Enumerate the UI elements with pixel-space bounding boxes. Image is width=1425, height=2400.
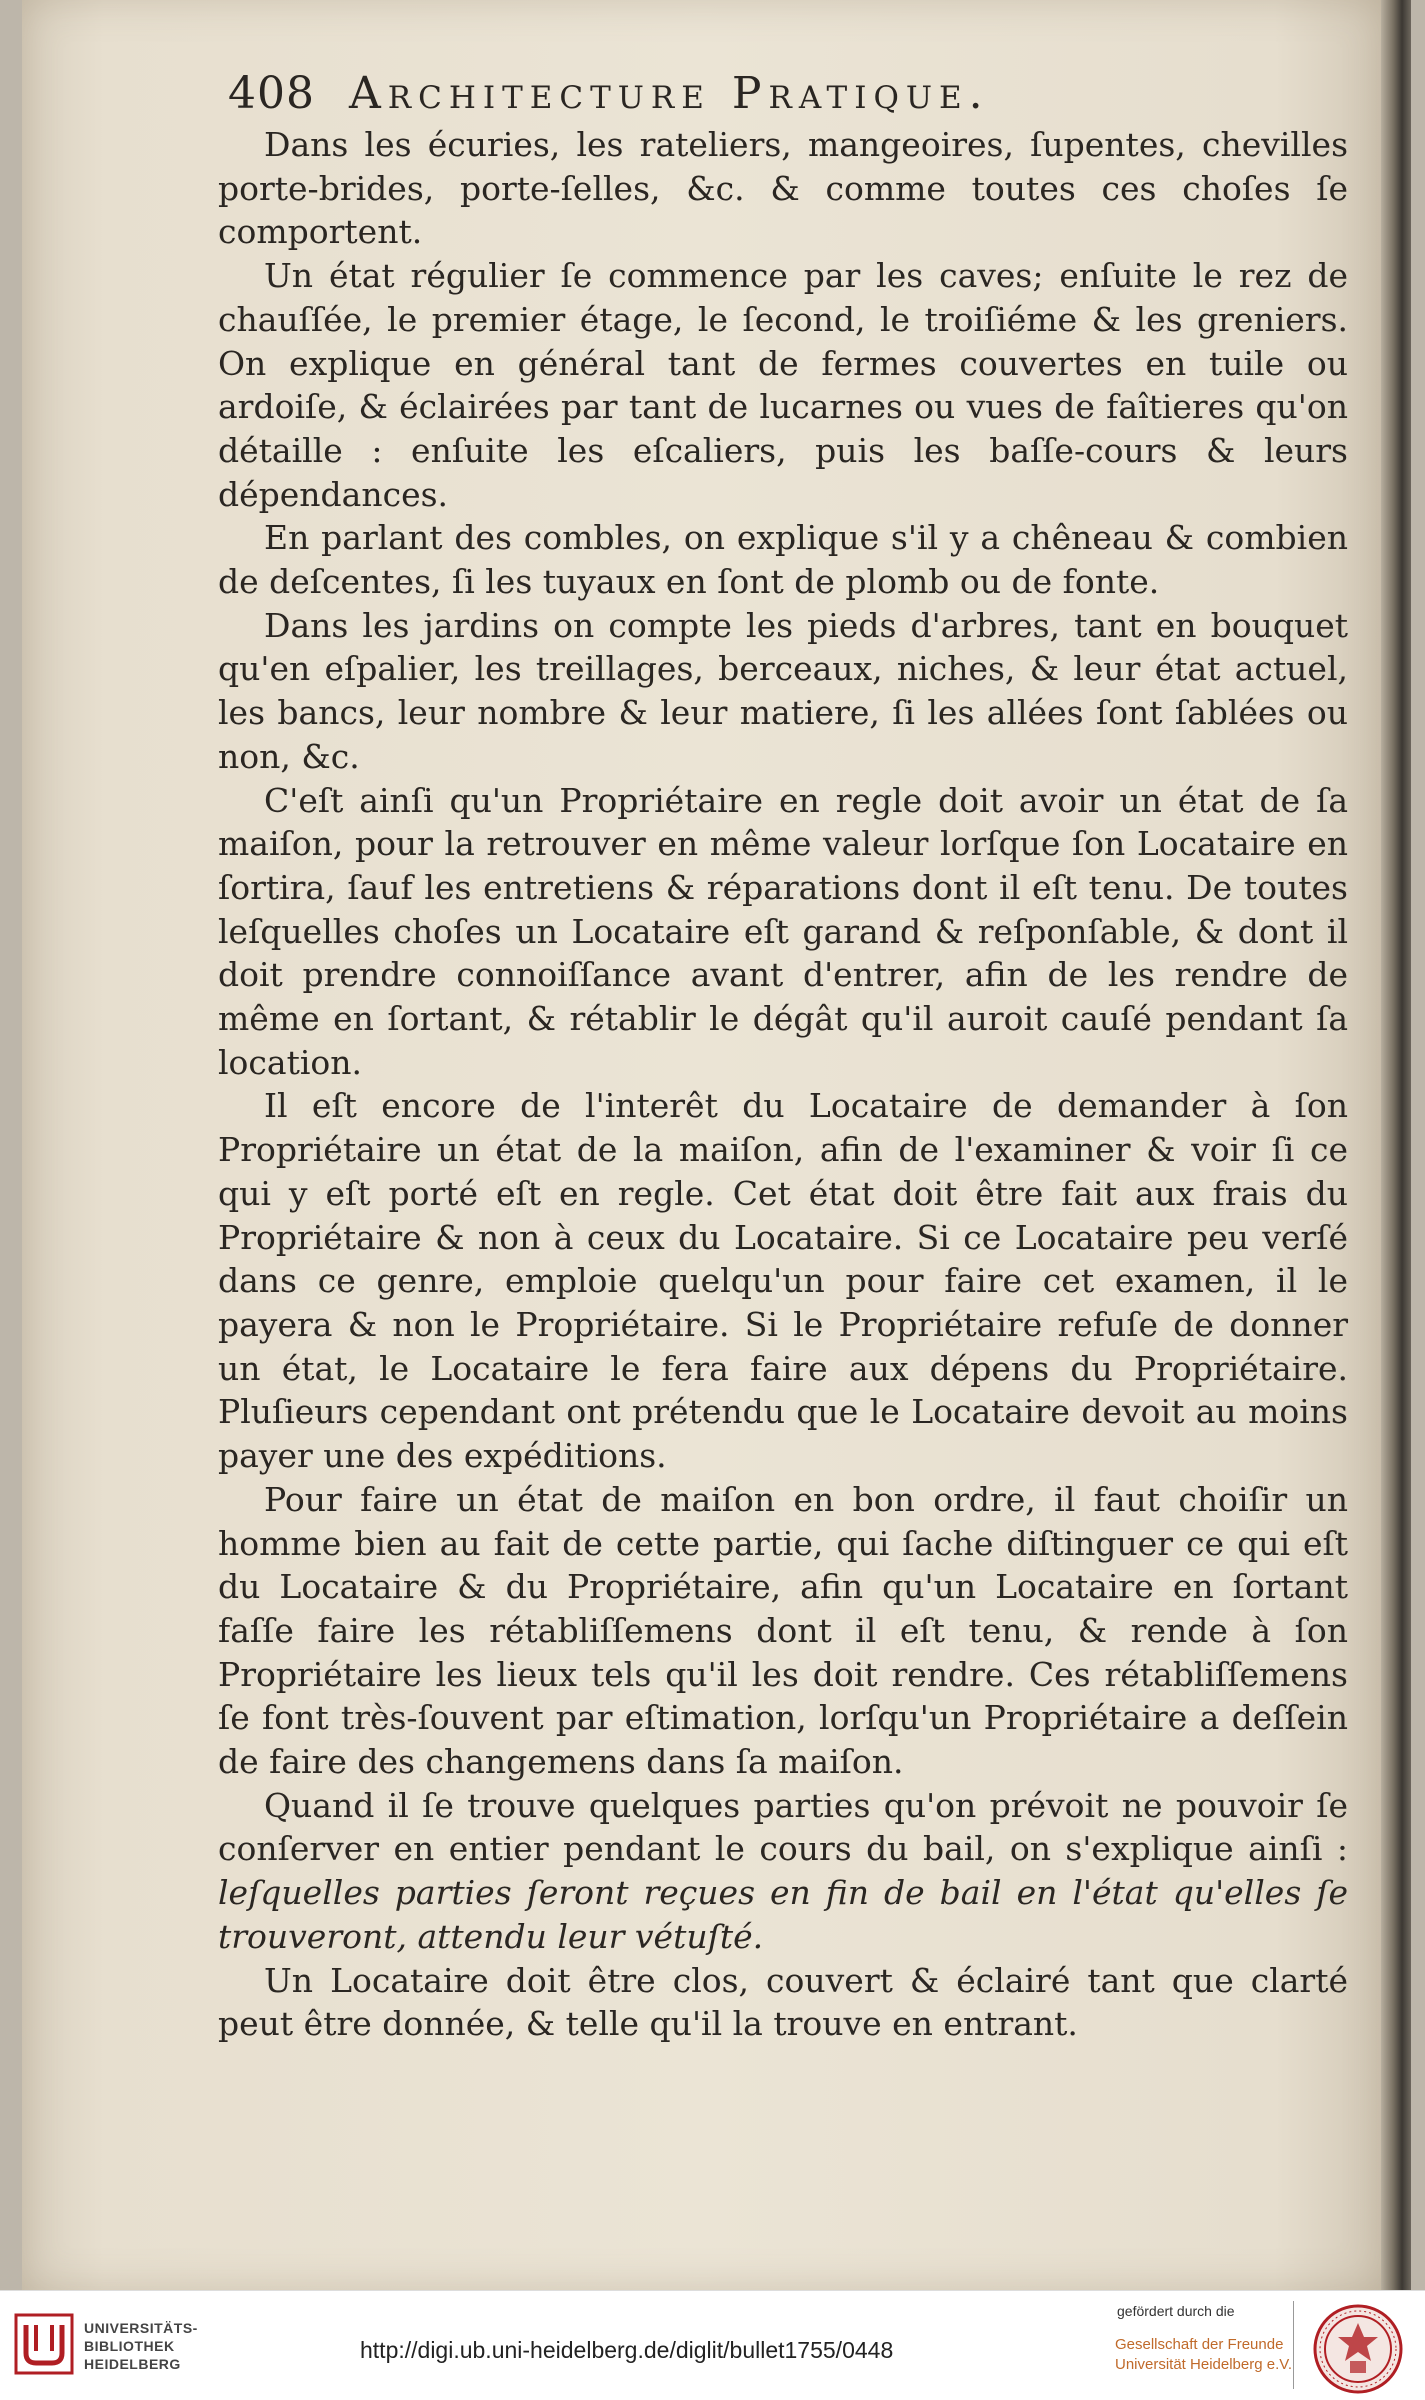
paragraph-8-italic-clause: leſquelles parties ſeront reçues en fin de bail en l'état qu'elles ſe trouveront, attendu leur vétuſté. bbox=[218, 1873, 1348, 1956]
permalink-url[interactable]: http://digi.ub.uni-heidelberg.de/diglit/bullet1755/0448 bbox=[360, 2337, 894, 2363]
paragraph-9: Un Locataire doit être clos, couvert & éclairé tant que clarté peut être donnée, & telle qu'il la trouve en entrant. bbox=[218, 1960, 1348, 2044]
paragraph-1: Dans les écuries, les rateliers, mangeoires, ſupentes, chevilles porte-brides, porte-ſelles, &c. & comme toutes ces choſes ſe comportent. bbox=[218, 125, 1348, 252]
running-head bbox=[228, 68, 1348, 119]
sponsor-name-line-1: Gesellschaft der Freunde bbox=[1115, 2336, 1284, 2353]
library-name-line-3: HEIDELBERG bbox=[84, 2356, 181, 2372]
paragraph-4: Dans les jardins on compte les pieds d'arbres, tant en bouquet qu'en eſpalier, les treillages, berceaux, niches, & leur état actuel, les bancs, leur nombre & leur matiere, ſi les allées ſont ſablées ou non, &c. bbox=[218, 605, 1348, 776]
book-gutter bbox=[1381, 0, 1411, 2290]
paragraph-5: C'eſt ainſi qu'un Propriétaire en regle doit avoir un état de ſa maiſon, pour la retrouver en même valeur lorſque ſon Locataire en ſortira, ſauf les entretiens & réparations dont il eſt tenu. De toutes leſquelles choſes un Locataire eſt garand & reſponſable, & dont il doit prendre connoiſſance avant d'entrer, afin de les rendre de même en ſortant, & rétablir le dégât qu'il auroit cauſé pendant ſa location. bbox=[218, 780, 1348, 1082]
paragraph-2: Un état régulier ſe commence par les caves; enſuite le rez de chauſſée, le premier étage, le ſecond, le troiſiéme & les greniers. On explique en général tant de fermes couvertes en tuile ou ardoiſe, & éclairées par tant de lucarnes ou vues de faîtieres qu'on détaille : enſuite les eſcaliers, puis les baſſe-cours & leurs dépendances. bbox=[218, 256, 1348, 514]
sponsor-label: gefördert durch die bbox=[1117, 2303, 1235, 2319]
library-name-line-2: BIBLIOTHEK bbox=[84, 2338, 175, 2354]
page-text bbox=[218, 68, 1348, 2046]
paragraph-8 bbox=[218, 1784, 1348, 1959]
sponsor-name-line-2: Universität Heidelberg e.V. bbox=[1115, 2356, 1293, 2373]
library-name bbox=[84, 2319, 198, 2373]
paper-sheet bbox=[22, 0, 1384, 2290]
footer-divider bbox=[1293, 2301, 1294, 2389]
page-number: 408 bbox=[228, 68, 315, 119]
paragraph-7: Pour faire un état de maiſon en bon ordre, il faut choiſir un homme bien au fait de cette partie, qui ſache diſtinguer ce qui eſt du Locataire & du Propriétaire, afin qu'un Locataire en ſortant faſſe faire les rétabliſſemens dont il eſt tenu, & rende à ſon Propriétaire les lieux tels qu'il les doit rendre. Ces rétabliſſemens ſe font très-ſouvent par eſtimation, lorſqu'un Propriétaire a deſſein de faire des changemens dans ſa maiſon. bbox=[218, 1479, 1348, 1782]
paragraph-3: En parlant des combles, on explique s'il y a chêneau & combien de deſcentes, ſi les tuyaux en ſont de plomb ou de fonte. bbox=[218, 518, 1348, 602]
paragraph-6: Il eſt encore de l'interêt du Locataire de demander à ſon Propriétaire un état de la maiſon, afin de l'examiner & voir ſi ce qui y eſt porté eſt en regle. Cet état doit être fait aux frais du Propriétaire & non à ceux du Locataire. Si ce Locataire peu verſé dans ce genre, emploie quelqu'un pour faire cet examen, il le payera & non le Propriétaire. Si le Propriétaire refuſe de donner un état, le Locataire le fera faire aux dépens du Propriétaire. Pluſieurs cependant ont prétendu que le Locataire devoit au moins payer une des expéditions. bbox=[218, 1086, 1348, 1476]
ub-heidelberg-logo-icon bbox=[14, 2313, 74, 2375]
sponsor-name bbox=[1115, 2335, 1292, 2375]
library-name-line-1: UNIVERSITÄTS- bbox=[84, 2320, 198, 2336]
running-head-title: Architecture Pratique. bbox=[348, 68, 990, 119]
viewer-footer bbox=[0, 2290, 1425, 2400]
paragraph-8-text: Quand il ſe trouve quelques parties qu'on prévoit ne pouvoir ſe conſerver en entier pendant le cours du bail, on s'explique ainſi : bbox=[218, 1785, 1348, 1869]
university-seal-icon bbox=[1312, 2303, 1404, 2395]
